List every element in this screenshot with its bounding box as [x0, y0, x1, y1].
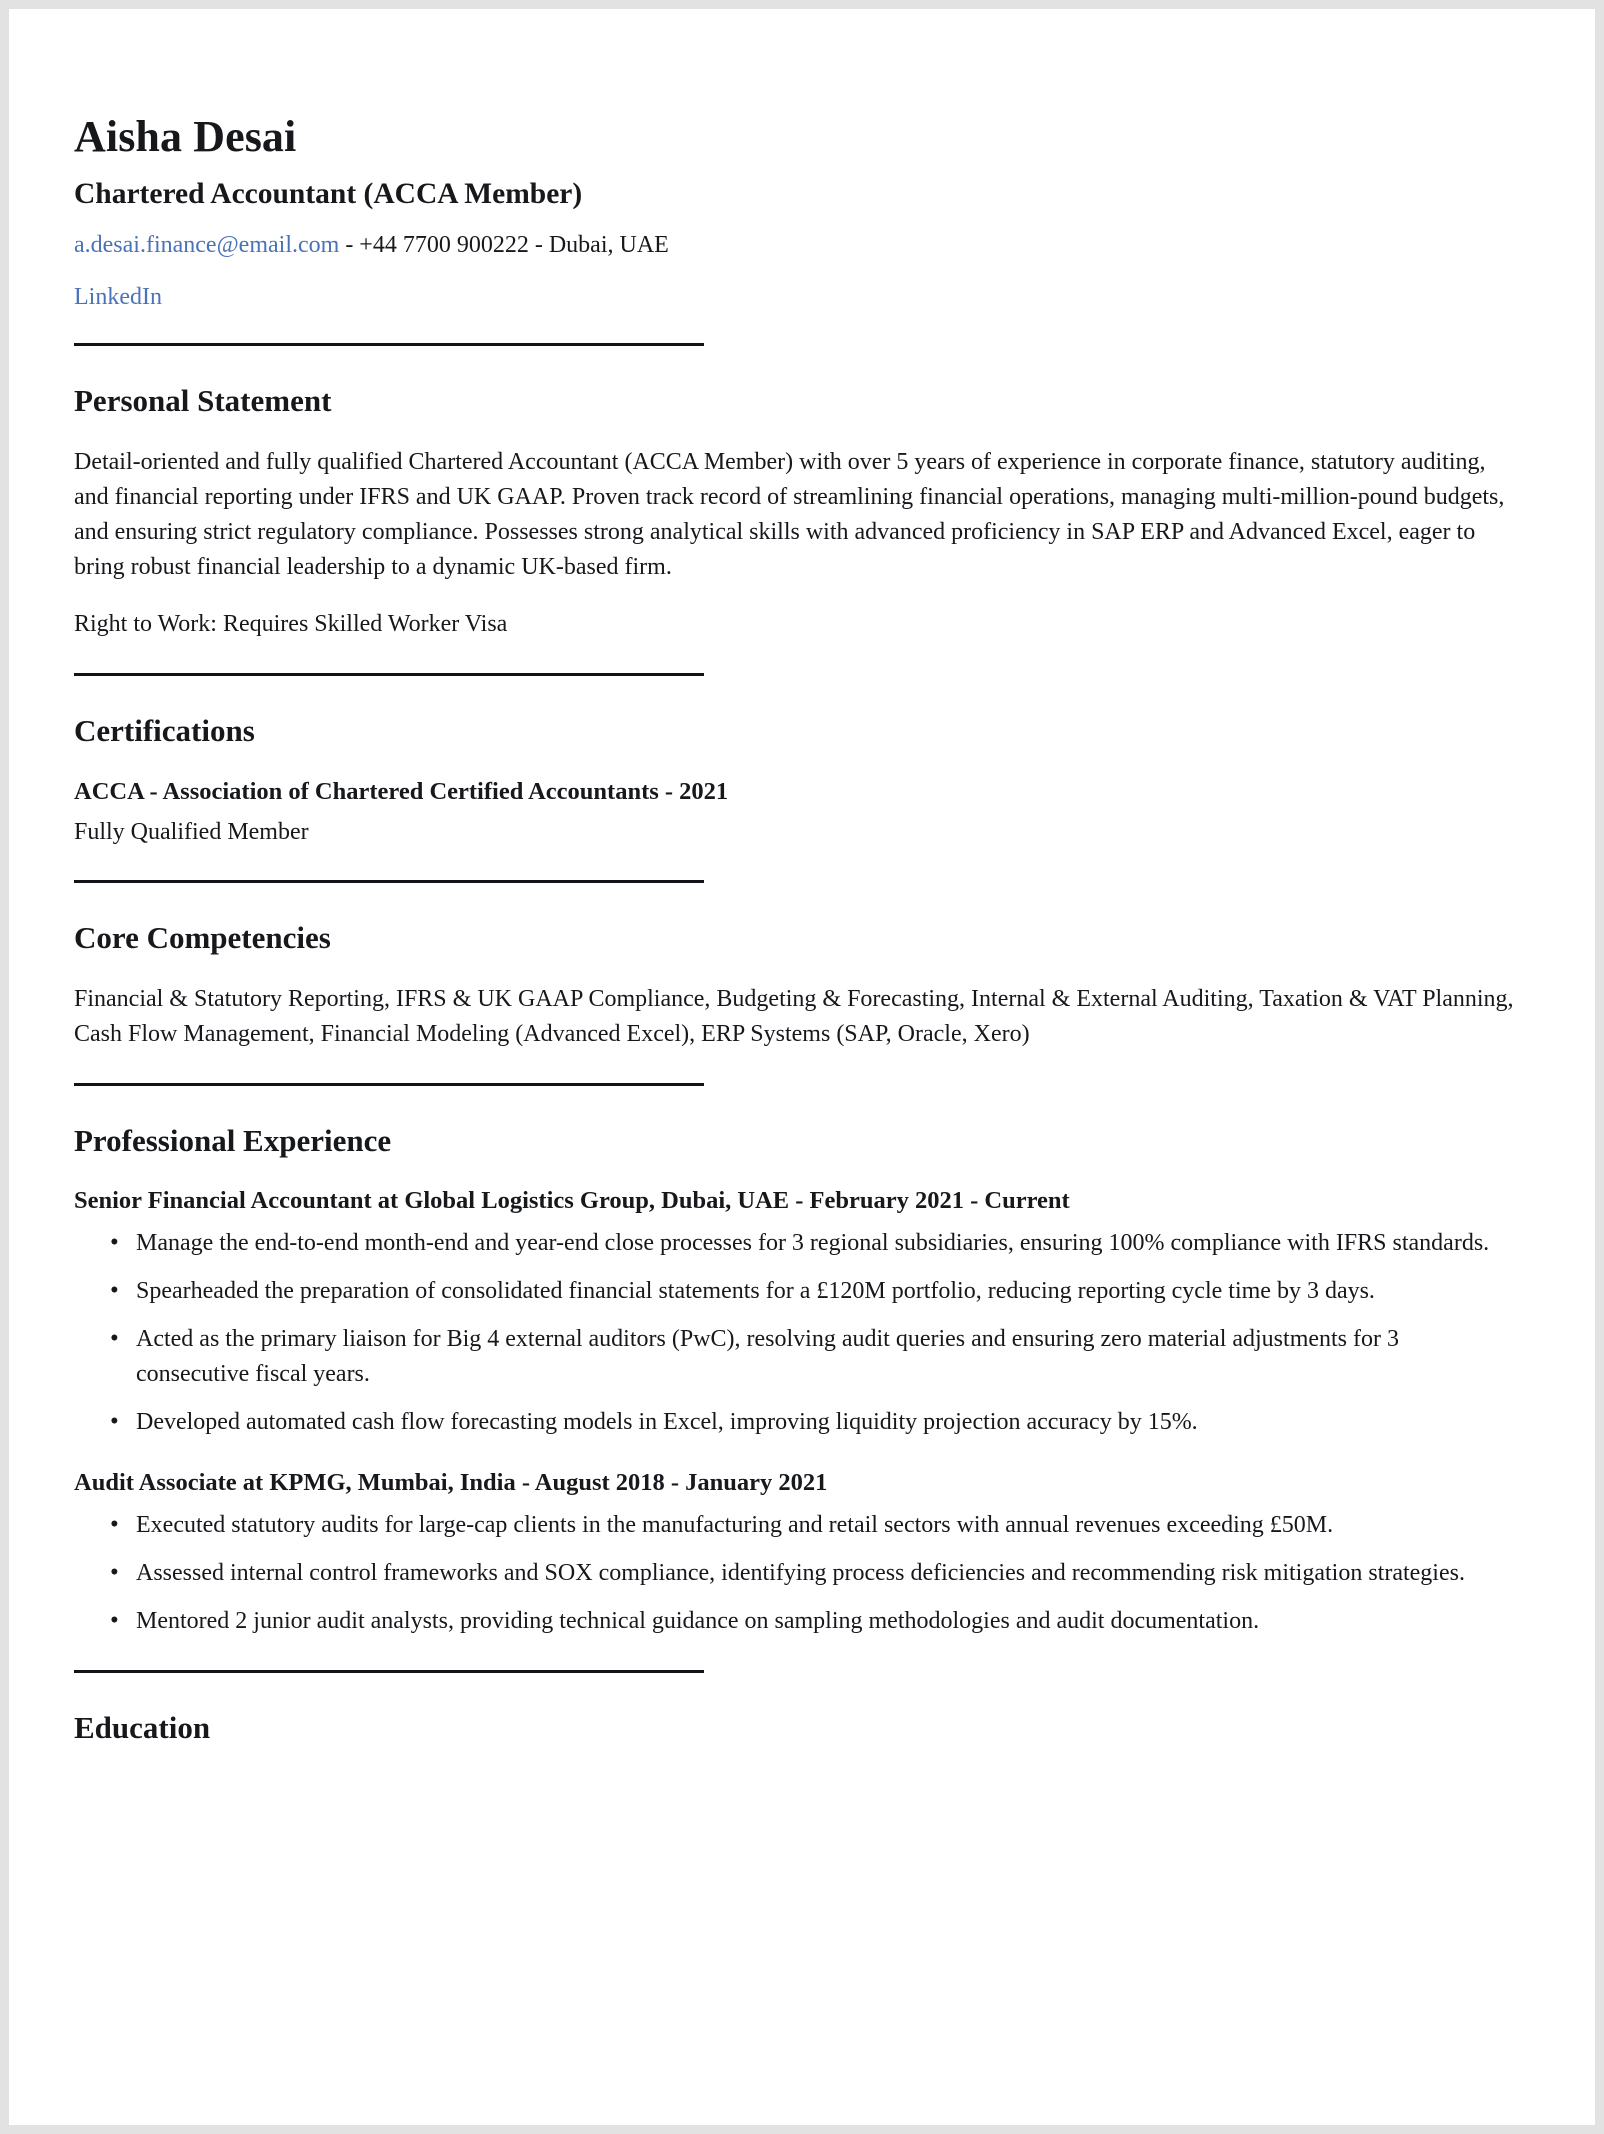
list-item: • Mentored 2 junior audit analysts, providing technical guidance on sampling methodologies and audit documentation. [74, 1604, 1517, 1639]
experience-heading: Senior Financial Accountant at Global Logistics Group, Dubai, UAE - February 2021 - Current [74, 1187, 1070, 1215]
list-item: • Acted as the primary liaison for Big 4 external auditors (PwC), resolving audit queries and ensuring zero material adjustments for 3 consecutive fiscal years. [74, 1322, 1517, 1392]
section-title-education: Education [74, 1710, 211, 1746]
list-item: • Developed automated cash flow forecasting models in Excel, improving liquidity projection accuracy by 15%. [74, 1405, 1517, 1440]
section-divider [74, 1083, 704, 1086]
personal-statement-summary: Detail-oriented and fully qualified Chartered Accountant (ACCA Member) with over 5 years of experience in corporate finance, statutory auditing, and financial reporting under IFRS and UK GAAP. Proven track record of streamlining financial operations, managing multi-million-pound budgets, and ensuring strict regulatory compliance. Possesses strong analytical skills with advanced proficiency in SAP ERP and Advanced Excel, eager to bring robust financial leadership to a dynamic UK-based firm. [74, 448, 1505, 581]
linkedin-link[interactable]: LinkedIn [74, 283, 162, 310]
section-divider [74, 1670, 704, 1673]
section-professional-experience [74, 1124, 1517, 1639]
experience-bullet-list [74, 1508, 1517, 1639]
list-item: • Assessed internal control frameworks and SOX compliance, identifying process deficiencies and recommending risk mitigation strategies. [74, 1556, 1517, 1591]
section-certifications [74, 714, 1517, 848]
certification-title: ACCA - Association of Chartered Certified Accountants - 2021 [74, 777, 729, 805]
list-item: • Executed statutory audits for large-cap clients in the manufacturing and retail sectors with annual revenues exceeding £50M. [74, 1508, 1517, 1543]
section-title-professional-experience: Professional Experience [74, 1123, 392, 1159]
list-item: • Manage the end-to-end month-end and year-end close processes for 3 regional subsidiaries, ensuring 100% compliance with IFRS standards. [74, 1226, 1517, 1261]
section-divider [74, 880, 704, 883]
certification-detail: Fully Qualified Member [74, 819, 309, 846]
section-divider [74, 343, 704, 346]
experience-entry [74, 1185, 1517, 1440]
contact-phone-location: - +44 7700 900222 - Dubai, UAE [339, 231, 669, 258]
experience-heading: Audit Associate at KPMG, Mumbai, India - August 2018 - January 2021 [74, 1469, 828, 1497]
candidate-headline: Chartered Accountant (ACCA Member) [74, 177, 583, 210]
resume-page [9, 9, 1595, 2125]
section-title-certifications: Certifications [74, 713, 255, 749]
linkedin-line [74, 282, 1517, 312]
contact-line [74, 230, 1517, 260]
experience-bullet-list [74, 1226, 1517, 1440]
right-to-work-note: Right to Work: Requires Skilled Worker Visa [74, 611, 508, 638]
section-education [74, 1711, 1517, 1745]
candidate-name: Aisha Desai [74, 112, 297, 161]
section-core-competencies [74, 921, 1517, 1052]
section-divider [74, 673, 704, 676]
core-competencies-text: Financial & Statutory Reporting, IFRS & UK GAAP Compliance, Budgeting & Forecasting, Internal & External Auditing, Taxation & VAT Planning, Cash Flow Management, Financial Modeling (Advanced Excel), ERP Systems (SAP, Oracle, Xero) [74, 985, 1514, 1047]
list-item: • Spearheaded the preparation of consolidated financial statements for a £120M portfolio, reducing reporting cycle time by 3 days. [74, 1274, 1517, 1309]
section-title-core-competencies: Core Competencies [74, 919, 331, 955]
section-title-personal-statement: Personal Statement [74, 382, 332, 418]
section-personal-statement [74, 384, 1517, 643]
email-link[interactable]: a.desai.finance@email.com [74, 231, 340, 258]
experience-entry [74, 1467, 1517, 1639]
